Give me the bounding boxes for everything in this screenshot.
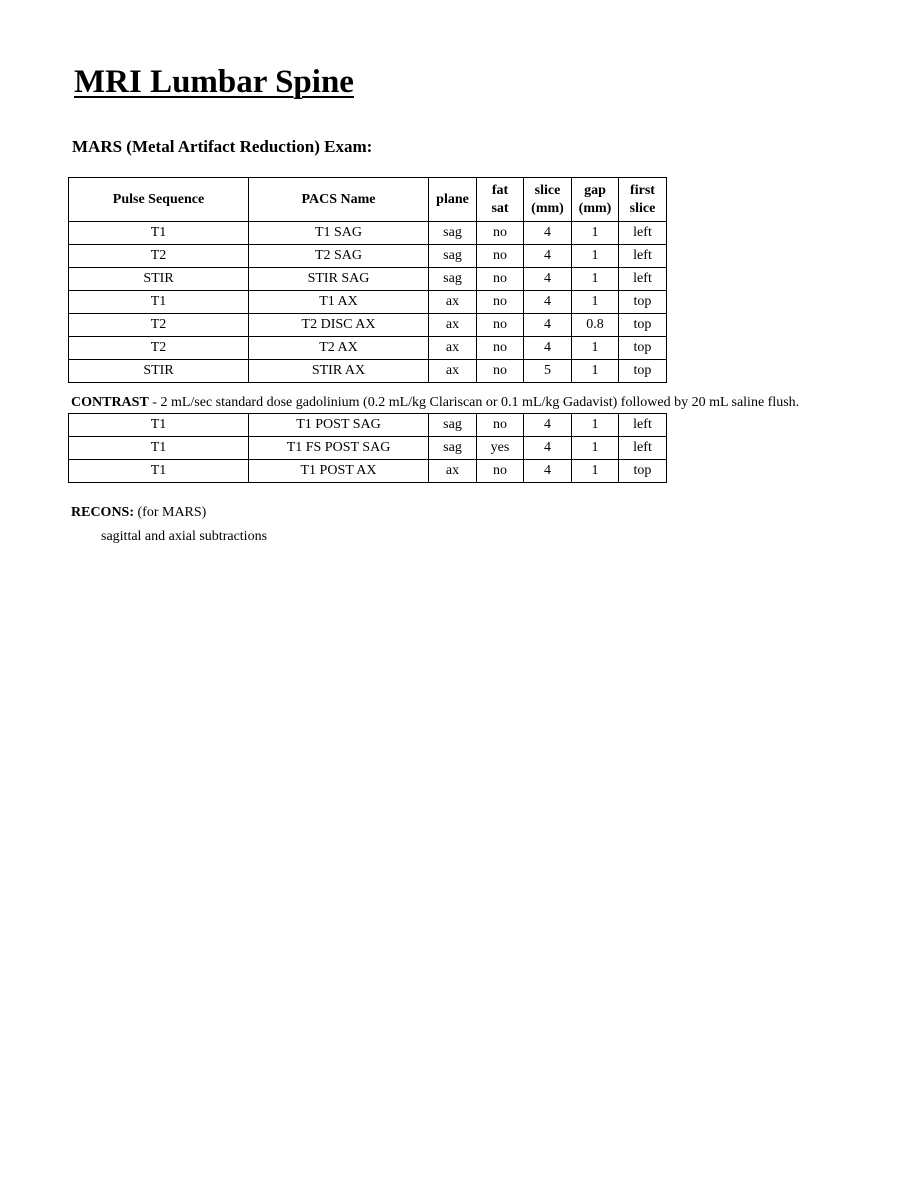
cell-first-slice: top: [619, 337, 667, 360]
contrast-text: - 2 mL/sec standard dose gadolinium (0.2 mL/kg Clariscan or 0.1 mL/kg Gadavist) followed by 20 mL saline flush.: [148, 395, 800, 410]
cell-gap: 1: [572, 337, 619, 360]
cell-pulse: T2: [69, 245, 249, 268]
header-fat-sat: [477, 178, 524, 222]
cell-fat-sat: no: [477, 245, 524, 268]
cell-fat-sat: no: [477, 222, 524, 245]
cell-pulse: T1: [69, 460, 249, 483]
header-fat-sat-line2: sat: [491, 200, 509, 216]
cell-pulse: STIR: [69, 360, 249, 383]
cell-gap: 1: [572, 360, 619, 383]
cell-pacs: T1 AX: [249, 291, 429, 314]
header-gap-line2: (mm): [578, 200, 612, 216]
table-row: [69, 222, 667, 245]
header-fat-sat-line1: fat: [491, 183, 509, 198]
page-title: MRI Lumbar Spine: [74, 64, 354, 100]
table-header-row: [69, 178, 667, 222]
cell-slice: 5: [524, 360, 572, 383]
cell-gap: 1: [572, 437, 619, 460]
recons-qualifier: (for MARS): [134, 505, 207, 520]
cell-fat-sat: no: [477, 268, 524, 291]
cell-pacs: T2 DISC AX: [249, 314, 429, 337]
cell-pulse: STIR: [69, 268, 249, 291]
cell-first-slice: top: [619, 291, 667, 314]
cell-plane: ax: [429, 337, 477, 360]
cell-slice: 4: [524, 222, 572, 245]
cell-plane: sag: [429, 437, 477, 460]
table-row: [69, 268, 667, 291]
contrast-instructions: [71, 395, 799, 411]
cell-first-slice: left: [619, 414, 667, 437]
cell-pacs: STIR SAG: [249, 268, 429, 291]
cell-pulse: T1: [69, 437, 249, 460]
cell-first-slice: top: [619, 360, 667, 383]
cell-slice: 4: [524, 460, 572, 483]
cell-pacs: STIR AX: [249, 360, 429, 383]
cell-plane: ax: [429, 314, 477, 337]
header-first-slice-line1: first: [630, 183, 655, 198]
cell-gap: 1: [572, 222, 619, 245]
header-gap: [572, 178, 619, 222]
table-row: [69, 314, 667, 337]
recons-detail: sagittal and axial subtractions: [101, 529, 268, 544]
cell-plane: sag: [429, 414, 477, 437]
cell-pacs: T1 POST SAG: [249, 414, 429, 437]
cell-plane: sag: [429, 268, 477, 291]
contrast-label: CONTRAST: [71, 395, 149, 410]
cell-pacs: T1 POST AX: [249, 460, 429, 483]
cell-first-slice: left: [619, 245, 667, 268]
cell-first-slice: left: [619, 437, 667, 460]
header-slice-line1: slice: [534, 183, 561, 198]
cell-slice: 4: [524, 337, 572, 360]
cell-pulse: T1: [69, 222, 249, 245]
cell-plane: ax: [429, 291, 477, 314]
cell-fat-sat: no: [477, 414, 524, 437]
cell-fat-sat: no: [477, 291, 524, 314]
cell-pacs: T1 FS POST SAG: [249, 437, 429, 460]
cell-slice: 4: [524, 268, 572, 291]
table-row: [69, 414, 667, 437]
cell-gap: 0.8: [572, 314, 619, 337]
recons-label: RECONS:: [71, 505, 135, 520]
table-row: [69, 291, 667, 314]
cell-gap: 1: [572, 291, 619, 314]
cell-first-slice: left: [619, 222, 667, 245]
header-slice: [524, 178, 572, 222]
header-plane: plane: [429, 178, 477, 222]
cell-fat-sat: no: [477, 460, 524, 483]
cell-gap: 1: [572, 414, 619, 437]
cell-first-slice: top: [619, 314, 667, 337]
table-row: [69, 337, 667, 360]
cell-fat-sat: no: [477, 314, 524, 337]
cell-pacs: T1 SAG: [249, 222, 429, 245]
cell-first-slice: left: [619, 268, 667, 291]
cell-plane: ax: [429, 460, 477, 483]
table-row: [69, 360, 667, 383]
cell-fat-sat: no: [477, 360, 524, 383]
table-row: [69, 245, 667, 268]
cell-fat-sat: yes: [477, 437, 524, 460]
cell-pacs: T2 AX: [249, 337, 429, 360]
exam-heading: MARS (Metal Artifact Reduction) Exam:: [72, 137, 373, 156]
cell-plane: sag: [429, 222, 477, 245]
sequence-table: [68, 177, 667, 383]
cell-slice: 4: [524, 314, 572, 337]
header-pulse-sequence: Pulse Sequence: [69, 178, 249, 222]
cell-pulse: T1: [69, 291, 249, 314]
table-row: [69, 460, 667, 483]
header-pacs-name: PACS Name: [249, 178, 429, 222]
header-first-slice: [619, 178, 667, 222]
cell-gap: 1: [572, 460, 619, 483]
cell-slice: 4: [524, 437, 572, 460]
cell-plane: ax: [429, 360, 477, 383]
cell-slice: 4: [524, 245, 572, 268]
table-row: [69, 437, 667, 460]
header-first-slice-line2: slice: [629, 200, 656, 216]
cell-slice: 4: [524, 414, 572, 437]
cell-gap: 1: [572, 245, 619, 268]
header-gap-line1: gap: [584, 183, 606, 198]
post-contrast-table: [68, 413, 667, 483]
cell-pulse: T2: [69, 337, 249, 360]
header-slice-line2: (mm): [531, 200, 564, 216]
cell-plane: sag: [429, 245, 477, 268]
recons-line: [71, 505, 206, 521]
cell-slice: 4: [524, 291, 572, 314]
cell-first-slice: top: [619, 460, 667, 483]
cell-fat-sat: no: [477, 337, 524, 360]
cell-gap: 1: [572, 268, 619, 291]
cell-pulse: T1: [69, 414, 249, 437]
cell-pacs: T2 SAG: [249, 245, 429, 268]
cell-pulse: T2: [69, 314, 249, 337]
